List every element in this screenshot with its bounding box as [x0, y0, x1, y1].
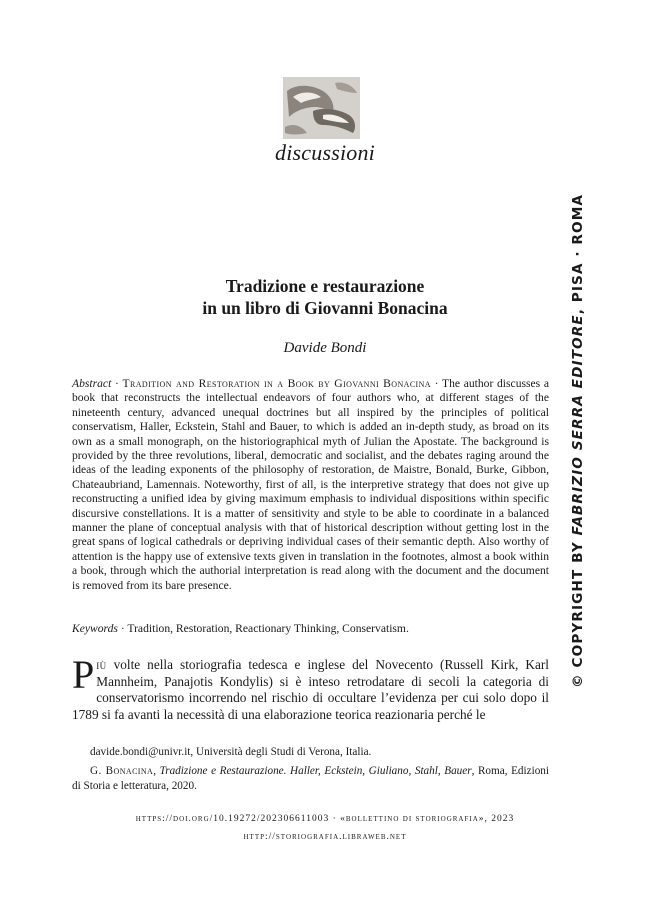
abstract-paragraph [72, 377, 549, 593]
footnote-reference-title: Tradizione e Restaurazione. Haller, Eckstein, Giuliano, Stahl, Bauer [159, 765, 472, 777]
abstract-separator: · [111, 377, 123, 390]
abstract-text: · The author discusses a book that reconstructs the intellectual endeavors of four authors who, at different stages of the nineteenth century, advanced unequal doctrines but all inspired by the principles of political conservatism, Haller, Eckstein, Stahl and Bauer, to which is added an in-depth study, as broad on its own as a small monograph, on the historiographical myth of Julian the Apostate. The background is provided by the three revolutions, liberal, democratic and socialist, and the debates raging around the ideas of the leading exponents of the philosophy of restoration, de Maistre, Bonald, Burke, Gibbon, Chateaubriand, Lamennais. Noteworthy, first of all, is the interpretive strategy that does not give up reconstructing a unified idea by giving maximum emphasis to individual dispositions within specific discursive constellations. It is a matter of sensitivity and style to be able to coordinate in a balanced manner the plane of conceptual analysis with that of historical description without getting lost in the great spans of logical cathedrals or depriving individual cases of their semantic depth. Also worthy of attention is the happy use of extensive texts given in translation in the footnotes, almost a book within a book, through which the authorial interpretation is read along with the document and the document is removed from its bare presence. [72, 377, 549, 592]
section-heading: discussioni [275, 140, 375, 165]
article-title-line-2: in un libro di Giovanni Bonacina [202, 298, 448, 318]
footnote-reference [72, 764, 549, 794]
article-author: Davide Bondi [283, 340, 367, 356]
article-title-line-1: Tradizione e restaurazione [225, 276, 425, 296]
copyright-publisher: FABRIZIO SERRA EDITORE [570, 314, 586, 536]
footnote-affiliation: davide.bondi@univr.it, Università degli Studi di Verona, Italia. [90, 746, 372, 758]
body-text: volte nella storiografia tedesca e inglese del Novecento (Russell Kirk, Karl Mannheim, Panajotis Kondylis) si è inteso retrodatare di secoli la categoria di conservatorismo incorrendo nel rischio di occultare l’evidenza per cui solo dopo il 1789 si fa avanti la necessità di una elaborazione teorica reazionaria perché le [72, 657, 549, 722]
footnote-reference-rest: , Roma, Edizioni di Storia e letteratura, 2020. [72, 765, 549, 792]
copyright-text [570, 194, 586, 688]
keywords-text: · Tradition, Restoration, Reactionary Thinking, Conservatism. [117, 622, 409, 635]
copyright-vertical-notice [562, 193, 594, 689]
drop-cap: P [72, 652, 95, 697]
copyright-suffix: , PISA · ROMA [570, 193, 586, 315]
abstract-english-title: Tradition and Restoration in a Book by Giovanni Bonacina [122, 377, 431, 390]
footnote-reference-author: G. Bonacina [90, 765, 154, 777]
abstract-label: Abstract [72, 377, 112, 390]
keywords-label: Keywords [72, 622, 118, 635]
body-first-word: iù [96, 657, 107, 672]
body-paragraph [72, 652, 549, 723]
journal-url-line: http://storiografia.libraweb.net [243, 832, 407, 842]
journal-logo-image [283, 77, 360, 139]
copyright-prefix: © COPYRIGHT BY [570, 535, 586, 689]
keywords-line [72, 622, 549, 636]
article-title [0, 275, 650, 319]
doi-line: https://doi.org/10.19272/202306611003 · «bollettino di storiografia», 2023 [135, 814, 515, 824]
footnote-reference-separator: , [153, 765, 160, 777]
